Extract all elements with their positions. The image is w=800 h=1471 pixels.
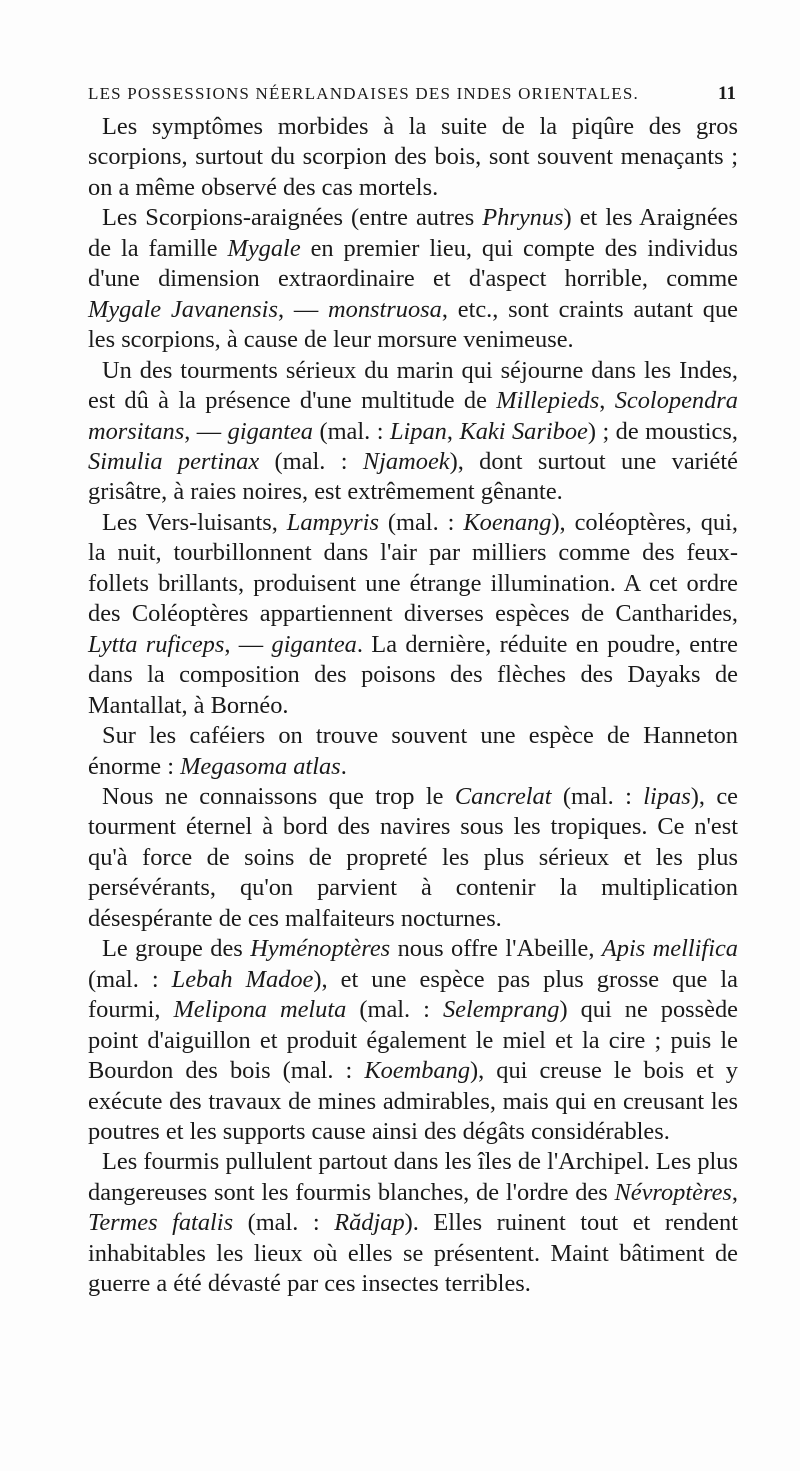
paragraph	[88, 203, 738, 355]
text-run: Les fourmis pullulent partout dans les îles de l'Archipel. Les plus dangereuses sont les fourmis blanches, de l'ordre des	[88, 1148, 738, 1206]
text-run: Les Vers-luisants,	[102, 508, 287, 536]
running-header	[88, 84, 742, 110]
text-run: Sur les caféiers on trouve souvent une espèce de Hanneton énorme :	[88, 722, 738, 780]
text-run: ), ce tourment éternel à bord des navires sous les tropiques. Ce n'est qu'à force de soins de propreté les plus sérieux et les plus persévérants, qu'on parvient à contenir la multiplication désespérante de ces malfaiteurs nocturnes.	[88, 782, 738, 932]
species-name: Koenang	[463, 508, 552, 536]
species-name: Mygale Javanensis	[88, 295, 278, 323]
paragraph	[88, 721, 738, 782]
paragraph	[88, 1147, 738, 1299]
species-name: Mygale	[227, 234, 301, 262]
species-name: Selemprang	[442, 996, 560, 1024]
species-name: Kaki Sariboe	[459, 417, 588, 445]
species-name: Phrynus	[482, 204, 564, 232]
text-run: ). Elles ruinent tout et rendent inhabitables les lieux où elles se présentent. Maint bâtiment de guerre a été dévasté par ces insectes terribles.	[88, 1209, 738, 1298]
text-run: . La dernière, réduite en poudre, entre dans la composition des poisons des flèches des Dayaks de Mantallat, à Bornéo.	[88, 630, 738, 719]
text-run: ), et une espèce pas plus grosse que la fourmi,	[88, 965, 738, 1024]
species-name: Lipan	[389, 417, 447, 445]
text-run: ) qui ne possède point d'aiguillon et produit également le miel et la cire ; puis le Bourdon des bois (mal. :	[88, 996, 738, 1085]
species-name: Cancrelat	[454, 782, 552, 810]
text-run: (mal. :	[551, 782, 644, 810]
species-name: gigantea	[227, 417, 313, 445]
body-text	[88, 112, 738, 1300]
text-run: Un des tourments sérieux du marin qui séjourne dans les Indes, est dû à la présence d'une multitude de	[88, 356, 738, 415]
paragraph	[88, 782, 738, 934]
species-name: Rădjap	[334, 1209, 405, 1237]
species-name: Melipona meluta	[173, 996, 347, 1024]
running-title: LES POSSESSIONS NÉERLANDAISES DES INDES ORIENTALES.	[88, 84, 639, 103]
species-name: lipas	[643, 782, 691, 810]
text-run: ), dont surtout une variété grisâtre, à raies noires, est extrêmement gênante.	[88, 447, 738, 506]
paragraph	[88, 356, 738, 508]
text-run: , —	[184, 417, 228, 445]
text-run: (mal. :	[346, 996, 443, 1024]
species-name: monstruosa	[328, 295, 442, 323]
text-run: Les symptômes morbides à la suite de la piqûre des gros scorpions, surtout du scorpion des bois, sont souvent menaçants ; on a même observé des cas mortels.	[88, 113, 738, 201]
text-run: ,	[731, 1178, 738, 1206]
text-run: , —	[224, 630, 272, 658]
paragraph	[88, 934, 738, 1147]
paragraph	[88, 112, 738, 203]
text-run: Nous ne connaissons que trop le	[102, 782, 455, 810]
species-name: Simulia pertinax	[88, 447, 260, 475]
text-run: (mal. :	[378, 508, 464, 536]
species-name: Lytta ruficeps	[88, 630, 225, 658]
text-run: ), coléoptères, qui, la nuit, tourbillonnent dans l'air par milliers comme des feux-follets brillants, produisent une étrange illumination. A cet ordre des Coléoptères appartiennent diverses espèces de Cantharides,	[88, 508, 738, 628]
text-run: ) et les Araignées de la famille	[88, 204, 739, 262]
species-name: Lampyris	[286, 508, 379, 536]
species-name: Millepieds	[496, 387, 600, 415]
text-run: , —	[277, 295, 329, 323]
species-name: Koembang	[364, 1057, 471, 1085]
species-name: Megasoma atlas	[180, 752, 341, 780]
text-run: , etc., sont craints autant que les scorpions, à cause de leur morsure venimeuse.	[88, 295, 738, 354]
text-run: ) ; de moustics,	[587, 417, 738, 445]
species-name: gigantea	[271, 630, 357, 658]
text-run: .	[340, 752, 347, 780]
text-run: nous offre l'Abeille,	[390, 935, 602, 963]
text-run: (mal. :	[313, 417, 390, 445]
species-name: Scolopendra morsitans	[88, 387, 738, 445]
text-run: ,	[446, 417, 460, 445]
text-run: (mal. :	[233, 1209, 335, 1237]
species-name: Apis mellifica	[601, 935, 738, 963]
species-name: Hyménoptères	[250, 935, 391, 963]
text-run: en premier lieu, qui compte des individus d'une dimension extraordinaire et d'aspect horrible, comme	[88, 234, 739, 293]
species-name: Lebah Madoe	[171, 965, 314, 993]
species-name: Névroptères	[614, 1178, 732, 1206]
text-run: Le groupe des	[102, 935, 251, 963]
text-run: (mal. :	[88, 965, 172, 993]
text-run: (mal. :	[259, 447, 363, 475]
paragraph	[88, 508, 738, 721]
species-name: Termes fatalis	[88, 1209, 234, 1237]
text-run: Les Scorpions-araignées (entre autres	[102, 204, 483, 232]
text-run: ), qui creuse le bois et y exécute des travaux de mines admirables, mais qui en creusant les poutres et les supports cause ainsi des dégâts considérables.	[88, 1057, 738, 1145]
text-run: ,	[599, 387, 615, 415]
species-name: Njamoek	[362, 447, 450, 475]
page-number: 11	[718, 83, 736, 104]
